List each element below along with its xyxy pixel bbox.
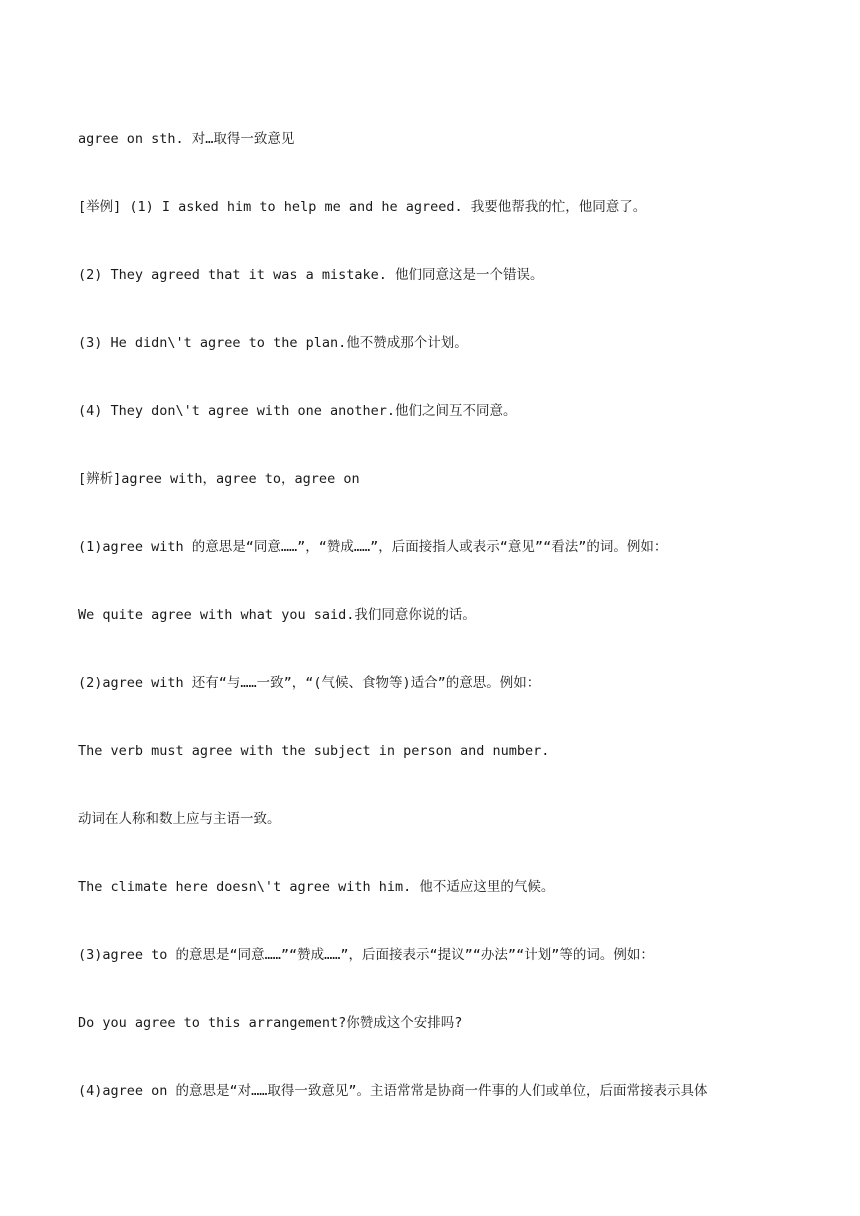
text-line-analysis-heading: [辨析]agree with，agree to，agree on bbox=[78, 471, 360, 487]
text-line-agree-on-sth: agree on sth. 对…取得一致意见 bbox=[78, 131, 295, 147]
text-line-agree-on-meaning: (4)agree on 的意思是“对……取得一致意见”。主语常常是协商一件事的人们或单位，后面常接表示具体 bbox=[78, 1083, 708, 1099]
text-line-example-2: (2) They agreed that it was a mistake. 他们同意这是一个错误。 bbox=[78, 267, 544, 283]
text-line-agree-to-meaning: (3)agree to 的意思是“同意……”“赞成……”，后面接表示“提议”“办法”“计划”等的词。例如： bbox=[78, 947, 654, 963]
text-line-example-1: [举例] (1) I asked him to help me and he agreed. 我要他帮我的忙，他同意了。 bbox=[78, 199, 647, 215]
text-line-agree-with-meaning-2: (2)agree with 还有“与……一致”，“(气候、食物等)适合”的意思。例如： bbox=[78, 675, 541, 691]
text-line-example-4: (4) They don\'t agree with one another.他们之间互不同意。 bbox=[78, 403, 517, 419]
text-line-agree-with-meaning: (1)agree with 的意思是“同意……”，“赞成……”，后面接指人或表示“意见”“看法”的词。例如： bbox=[78, 539, 668, 555]
text-line-agree-to-example: Do you agree to this arrangement?你赞成这个安排吗? bbox=[78, 1015, 463, 1031]
text-line-verb-translation: 动词在人称和数上应与主语一致。 bbox=[78, 811, 281, 827]
text-line-example-3: (3) He didn\'t agree to the plan.他不赞成那个计划。 bbox=[78, 335, 468, 351]
text-line-climate-example: The climate here doesn\'t agree with him. 他不适应这里的气候。 bbox=[78, 879, 555, 895]
text-line-verb-example: The verb must agree with the subject in person and number. bbox=[78, 743, 550, 759]
text-line-agree-with-example: We quite agree with what you said.我们同意你说的话。 bbox=[78, 607, 476, 623]
